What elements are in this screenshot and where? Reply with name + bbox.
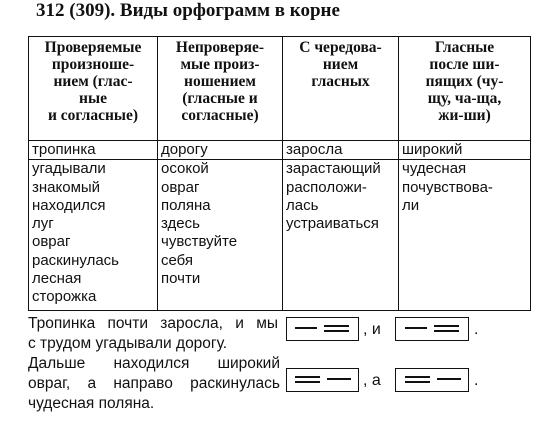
word-item: зарастающий (286, 160, 381, 178)
header-line: и согласные) (47, 107, 139, 124)
sentence-line: овраг, а направо раскинулась (28, 375, 280, 392)
word-item: ли (402, 196, 420, 214)
scheme-separator: , и (363, 321, 381, 338)
header-line: нием (глас- (53, 73, 133, 90)
header-line: согласные) (181, 107, 259, 124)
word-item: угадывали (32, 160, 106, 178)
word-item: чудесная (402, 160, 467, 178)
word-item: знакомый (32, 178, 101, 196)
predicate-underline (405, 381, 430, 383)
header-line: ношением (184, 73, 256, 90)
example-cell: широкий (399, 141, 531, 160)
sentence-line: с трудом угадывали дорогу. (28, 335, 228, 352)
header-line: мые произ- (180, 56, 260, 73)
header-unchecked-by-pronunciation (158, 37, 283, 141)
scheme-separator: . (474, 321, 479, 338)
header-line: Гласные (434, 39, 495, 56)
word-item: раскинулась (32, 251, 119, 269)
header-vowel-alternation (283, 37, 399, 141)
word-item: почувствова- (402, 178, 493, 196)
word-item: лась (286, 196, 319, 214)
word-item: лесная (32, 270, 82, 288)
sentence-line: Дальше находился широкий (28, 355, 280, 372)
header-line: пящих (чу- (425, 73, 504, 90)
sentence-scheme-box (395, 317, 469, 341)
scheme-separator: . (474, 372, 479, 389)
table-example-row (29, 141, 531, 160)
predicate-underline (434, 325, 459, 327)
predicate-underline (324, 330, 349, 332)
words-cell-checked (29, 160, 158, 311)
example-cell: дорогу (158, 141, 283, 160)
header-line: жи-ши) (438, 107, 491, 124)
header-line: щу, ча-ща, (427, 90, 502, 107)
word-item: овраг (161, 178, 200, 196)
predicate-underline (405, 376, 430, 378)
subject-underline (295, 327, 317, 329)
words-cell-unchecked (158, 160, 283, 311)
word-item: себя (161, 251, 194, 269)
sentence-line: чудесная поляна. (28, 395, 155, 412)
word-item: луг (32, 215, 54, 233)
sentence-scheme-box (395, 368, 469, 392)
word-item: осокой (161, 160, 209, 178)
header-line: произноше- (51, 56, 135, 73)
predicate-underline (295, 376, 320, 378)
header-line: Проверяемые (44, 39, 142, 56)
predicate-underline (324, 325, 349, 327)
example-cell: тропинка (29, 141, 158, 160)
word-item: почти (161, 270, 201, 288)
word-item: сторожка (32, 288, 97, 306)
subject-underline (437, 378, 461, 380)
subject-underline (327, 378, 351, 380)
sentence-2 (28, 354, 280, 414)
predicate-underline (434, 330, 459, 332)
example-cell: заросла (283, 141, 399, 160)
header-checked-by-pronunciation (29, 37, 158, 141)
word-item: здесь (161, 215, 200, 233)
exercise-title: 312 (309). Виды орфограмм в корне (36, 0, 340, 21)
header-line: ные (79, 90, 107, 107)
header-line: нием (322, 56, 359, 73)
header-line: Непроверяе- (175, 39, 265, 56)
header-vowels-after-sibilants (399, 37, 531, 141)
header-line: гласных (311, 73, 370, 90)
orthogram-table (28, 36, 531, 311)
word-item: чувствуйте (161, 233, 238, 251)
header-line: (гласные и (182, 90, 258, 107)
word-item: овраг (32, 233, 71, 251)
predicate-underline (295, 381, 320, 383)
words-cell-alternation (283, 160, 399, 311)
table-header-row (29, 37, 531, 141)
word-item: расположи- (286, 178, 367, 196)
scheme-separator: , а (363, 372, 381, 389)
header-line: С чередова- (299, 39, 382, 56)
sentence-line: Тропинка почти заросла, и мы (28, 315, 278, 332)
table-words-row (29, 160, 531, 311)
header-line: после ши- (429, 56, 500, 73)
words-cell-sibilants (399, 160, 531, 311)
sentence-scheme-box (286, 317, 359, 341)
sentence-1 (28, 314, 278, 354)
word-item: устраиваться (286, 215, 379, 233)
word-item: поляна (161, 196, 211, 214)
sentence-scheme-box (286, 368, 359, 392)
subject-underline (405, 327, 427, 329)
word-item: находился (32, 196, 106, 214)
